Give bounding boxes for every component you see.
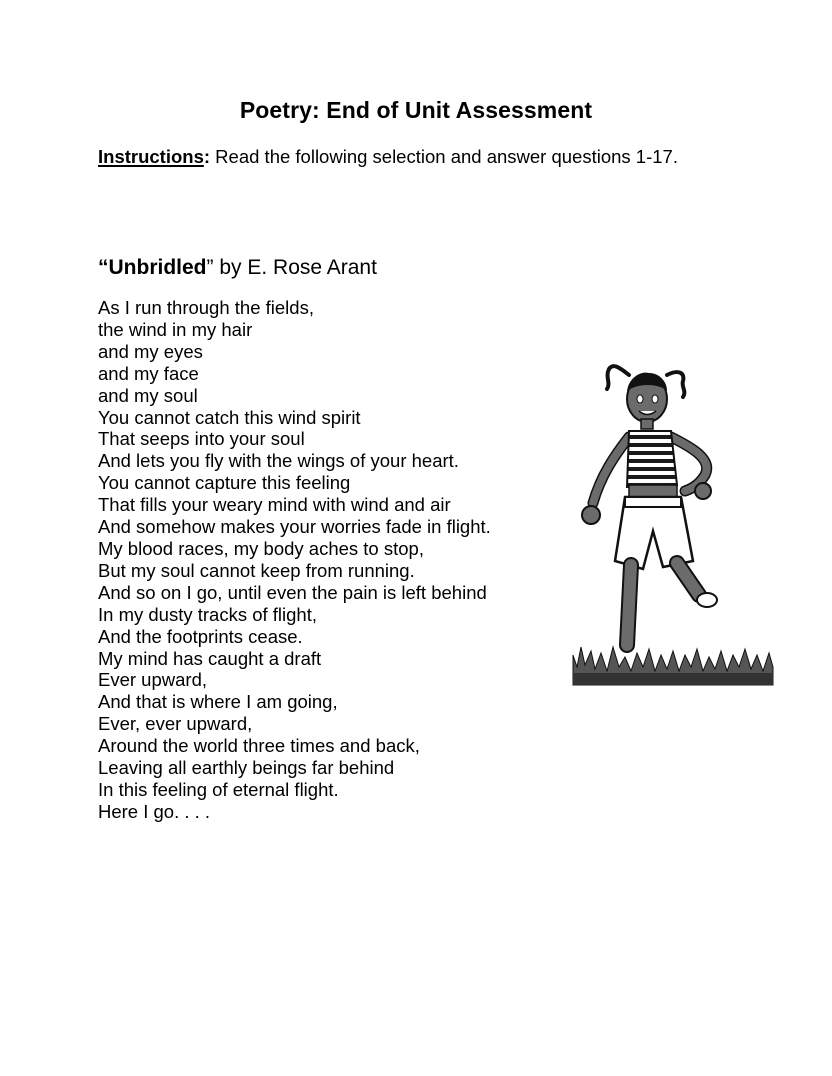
poem-line: You cannot catch this wind spirit	[98, 406, 361, 428]
poem-line: You cannot capture this feeling	[98, 472, 351, 494]
poem-heading	[98, 256, 377, 280]
poem-line: And somehow makes your worries fade in flight.	[98, 516, 491, 538]
poem-close-quote: ”	[206, 256, 214, 279]
poem-byline: by E. Rose Arant	[213, 256, 377, 279]
instructions-text: Read the following selection and answer questions 1-17.	[210, 146, 678, 167]
poem-title: Unbridled	[108, 256, 207, 279]
poem-line: In my dusty tracks of flight,	[98, 603, 317, 625]
page-title: Poetry: End of Unit Assessment	[239, 97, 593, 123]
poem-line: Here I go. . . .	[98, 800, 211, 822]
poem-line: My blood races, my body aches to stop,	[98, 537, 424, 559]
poem-body	[98, 297, 491, 823]
poem-line: My mind has caught a draft	[98, 647, 322, 669]
poem-line: In this feeling of eternal flight.	[98, 778, 339, 800]
poem-line: As I run through the fields,	[98, 297, 314, 318]
poem-line: Ever, ever upward,	[98, 713, 253, 735]
poem-line: and my face	[98, 362, 199, 384]
poem-line: and my soul	[98, 384, 198, 406]
instructions	[98, 146, 678, 168]
poem-open-quote: “	[98, 256, 109, 279]
poem-line: That fills your weary mind with wind and air	[98, 494, 451, 516]
poem-line: and my eyes	[98, 340, 203, 362]
instructions-label: Instructions	[98, 146, 204, 167]
poem-line: And lets you fly with the wings of your heart.	[98, 450, 459, 472]
poem-line: That seeps into your soul	[98, 428, 305, 450]
poem-line: Around the world three times and back,	[98, 735, 420, 757]
poem-line: And that is where I am going,	[98, 691, 338, 713]
poem-line: the wind in my hair	[98, 318, 253, 340]
running-girl-illustration	[567, 355, 777, 690]
instructions-colon: :	[203, 146, 211, 167]
poem-line: But my soul cannot keep from running.	[98, 559, 415, 581]
poem-line: And so on I go, until even the pain is left behind	[98, 581, 487, 603]
poem-line: And the footprints cease.	[98, 625, 303, 647]
poem-line: Leaving all earthly beings far behind	[98, 757, 395, 779]
poem-line: Ever upward,	[98, 669, 207, 691]
